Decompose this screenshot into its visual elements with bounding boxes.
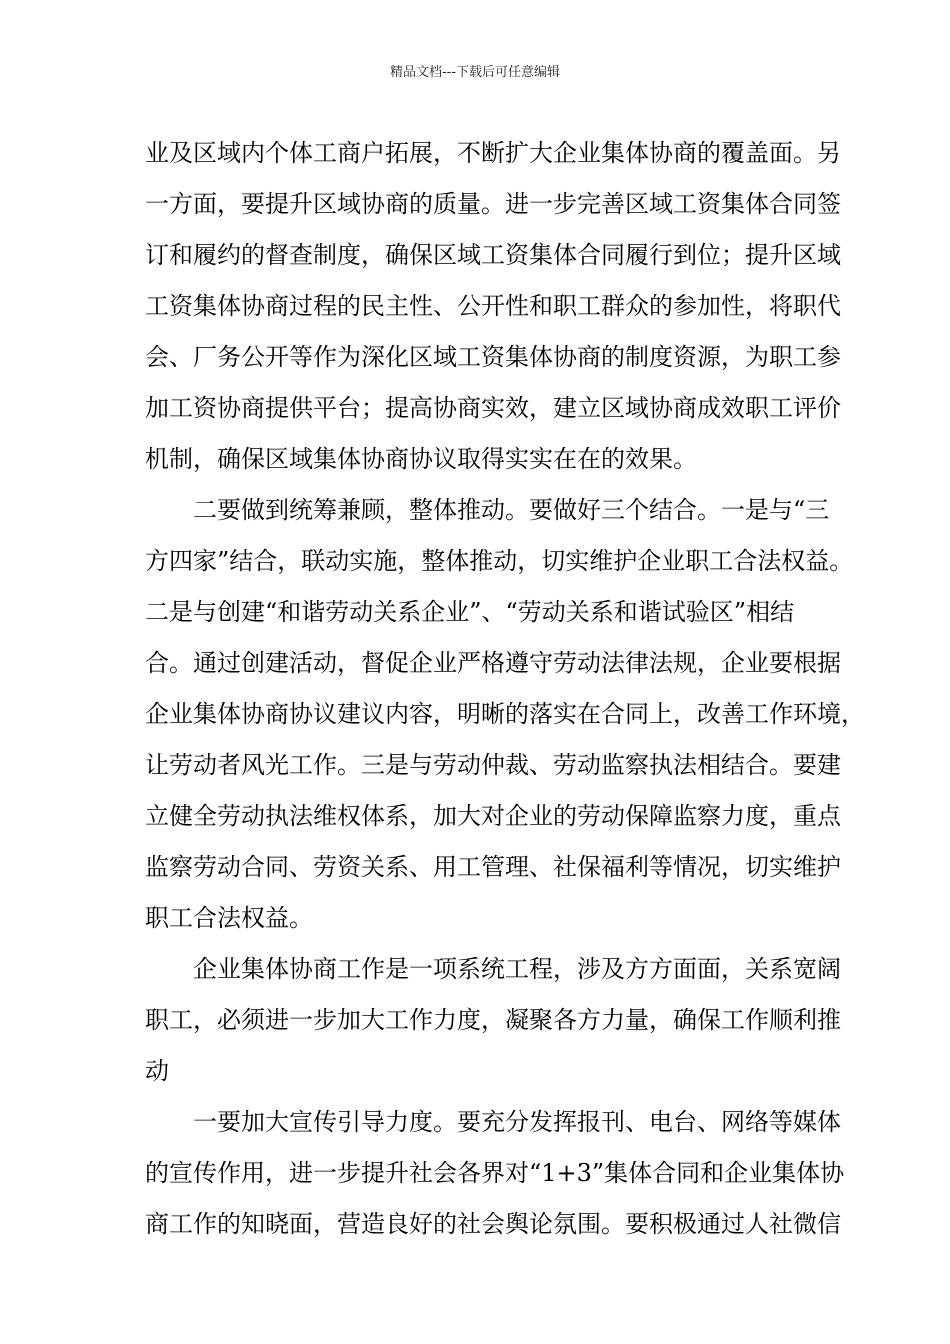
paragraph (145, 131, 841, 488)
text-line: 工资集体协商过程的民主性、公开性和职工群众的参加性，将职代 (145, 292, 841, 320)
text-line: 企业集体协商协议建议内容，明晰的落实在合同上，改善工作环境， (145, 700, 865, 728)
text-line: 动 (145, 1057, 169, 1085)
text-line: 二要做到统筹兼顾，整体推动。要做好三个结合。一是与“三 (193, 496, 830, 524)
text-line: 监察劳动合同、劳资关系、用工管理、社保福利等情况，切实维护 (145, 853, 841, 881)
text-line: 一方面，要提升区域协商的质量。进一步完善区域工资集体合同签 (145, 190, 841, 218)
document-body (145, 131, 865, 1253)
text-line: 职工，必须进一步加大工作力度，凝聚各方力量，确保工作顺利推 (145, 1006, 841, 1034)
paragraph (145, 947, 841, 1100)
text-line: 会、厂务公开等作为深化区域工资集体协商的制度资源，为职工参 (145, 343, 841, 371)
text-line: 职工合法权益。 (145, 904, 313, 932)
text-line: 的宣传作用，进一步提升社会各界对“1+3”集体合同和企业集体协 (145, 1159, 845, 1187)
text-line: 二是与创建“和谐劳动关系企业”、“劳动关系和谐试验区”相结 (145, 598, 795, 626)
text-line: 机制，确保区域集体协商协议取得实实在在的效果。 (145, 445, 697, 473)
text-line: 订和履约的督查制度，确保区域工资集体合同履行到位；提升区域 (145, 241, 841, 269)
text-line: 立健全劳动执法维权体系，加大对企业的劳动保障监察力度，重点 (145, 802, 841, 830)
text-line: 业及区域内个体工商户拓展，不断扩大企业集体协商的覆盖面。另 (145, 139, 841, 167)
page-header: 精品文档---下载后可任意编辑 (389, 65, 561, 80)
text-line: 方四家”结合，联动实施，整体推动，切实维护企业职工合法权益。 (145, 547, 854, 575)
text-line: 合。通过创建活动，督促企业严格遵守劳动法律法规，企业要根据 (145, 649, 841, 677)
text-line: 一要加大宣传引导力度。要充分发挥报刊、电台、网络等媒体 (193, 1108, 841, 1136)
text-line: 商工作的知晓面，营造良好的社会舆论氛围。要积极通过人社微信 (145, 1210, 841, 1238)
paragraph (145, 1100, 845, 1253)
paragraph (145, 488, 865, 947)
text-line: 加工资协商提供平台；提高协商实效，建立区域协商成效职工评价 (145, 394, 841, 422)
text-line: 企业集体协商工作是一项系统工程，涉及方方面面，关系宽阔 (193, 955, 841, 983)
text-line: 让劳动者风光工作。三是与劳动仲裁、劳动监察执法相结合。要建 (145, 751, 841, 779)
